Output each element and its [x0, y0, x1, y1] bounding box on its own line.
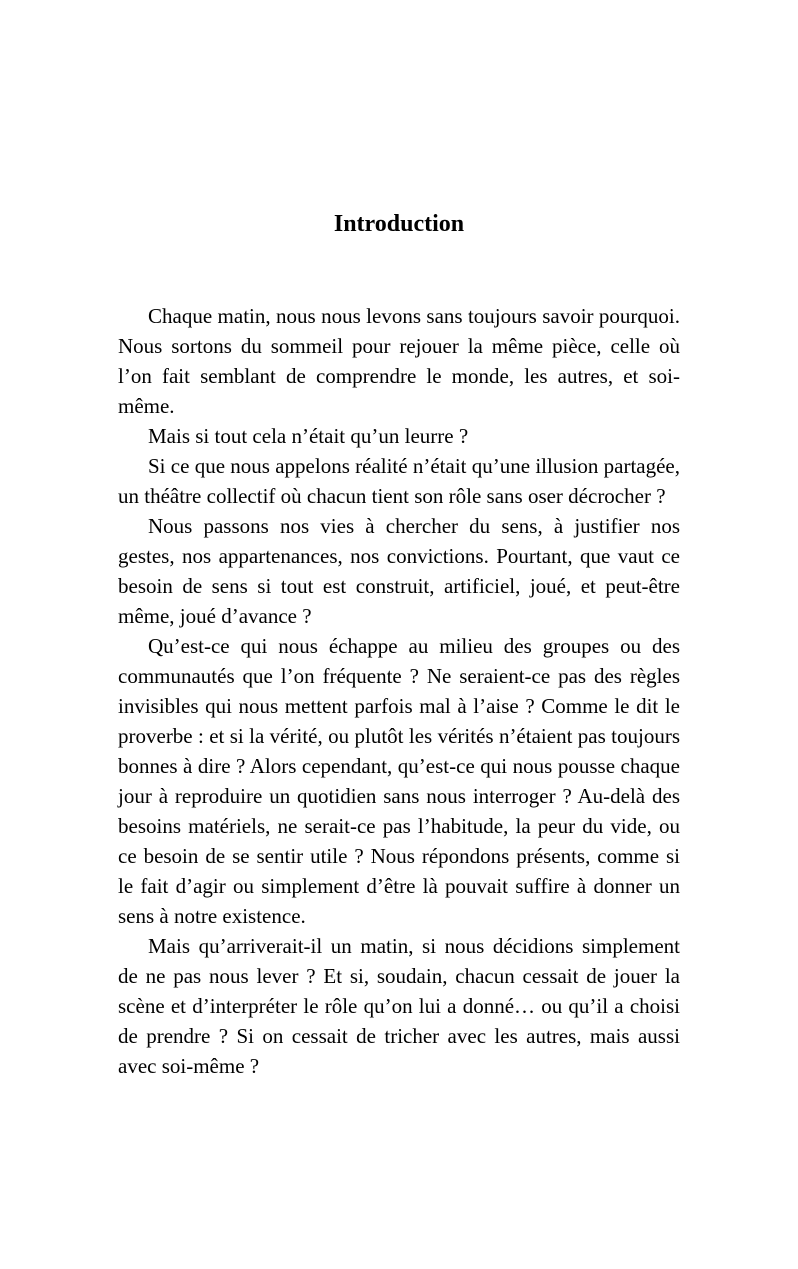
chapter-title: Introduction: [333, 211, 465, 237]
paragraph-5: Qu’est-ce qui nous échappe au milieu des groupes ou des communautés que l’on fréquente ? Ne seraient-ce pas des règles invisibles qui nous mettent parfois mal à l’aise ? Comme le dit le proverbe : et si la vérité, ou plutôt les vérités n’étaient pas toujours bonnes à dire ? Alors cependant, qu’est-ce qui nous pousse chaque jour à reproduire un quotidien sans nous interroger ? Au-delà des besoins matériels, ne serait-ce pas l’habitude, la peur du vide, ou ce besoin de se sentir utile ? Nous répondons présents, comme si le fait d’agir ou simplement d’être là pouvait suffire à donner un sens à notre existence.: [118, 634, 680, 928]
chapter-body: [118, 301, 680, 1081]
paragraph-6: Mais qu’arriverait-il un matin, si nous décidions simplement de ne pas nous lever ? Et si, soudain, chacun cessait de jouer la scène et d’interpréter le rôle qu’on lui a donné… ou qu’il a choisi de prendre ? Si on cessait de tricher avec les autres, mais aussi avec soi-même ?: [118, 934, 680, 1078]
paragraph-3: Si ce que nous appelons réalité n’était qu’une illusion partagée, un théâtre collectif où chacun tient son rôle sans oser décrocher ?: [118, 454, 680, 508]
paragraph-1: Chaque matin, nous nous levons sans toujours savoir pourquoi. Nous sortons du sommeil pour rejouer la même pièce, celle où l’on fait semblant de comprendre le monde, les autres, et soi-même.: [118, 304, 680, 418]
paragraph-2: Mais si tout cela n’était qu’un leurre ?: [148, 424, 469, 448]
paragraph-4: Nous passons nos vies à chercher du sens, à justifier nos gestes, nos appartenances, nos convictions. Pourtant, que vaut ce besoin de sens si tout est construit, artificiel, joué, et peut-être même, joué d’avance ?: [118, 514, 680, 628]
